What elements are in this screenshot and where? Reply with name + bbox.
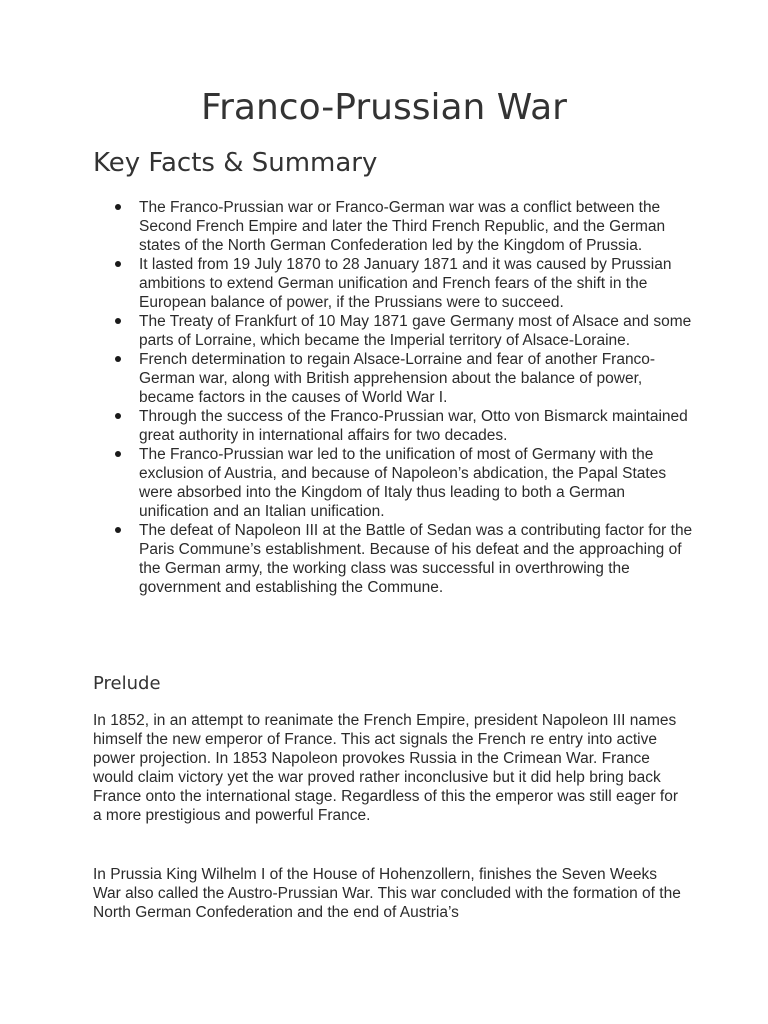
document-title: Franco-Prussian War: [201, 87, 567, 128]
list-item-text: The Franco-Prussian war or Franco-German war was a conflict between the Second French Empire and later the Third French Republic, and the German states of the North German Confederation led by the Kingdom of Prussia.: [139, 199, 666, 254]
list-item: [93, 198, 693, 255]
bullet-icon: [115, 204, 121, 210]
list-item: [93, 312, 693, 350]
prelude-paragraph: In 1852, in an attempt to reanimate the French Empire, president Napoleon III names himself the new emperor of France. This act signals the French re entry into active power projection. In 1853 Napoleon provokes Russia in the Crimean War. France would claim victory yet the war proved rather inconclusive but it did help bring back France onto the international stage. Regardless of this the emperor was still eager for a more prestigious and powerful France.: [93, 712, 679, 824]
list-item: [93, 521, 693, 597]
key-facts-list: [93, 198, 693, 597]
prelude-paragraph: In Prussia King Wilhelm I of the House of Hohenzollern, finishes the Seven Weeks War also called the Austro-Prussian War. This war concluded with the formation of the North German Confederation and the end of Austria’s: [93, 866, 681, 921]
list-item: [93, 445, 693, 521]
bullet-icon: [115, 451, 121, 457]
list-item: [93, 350, 693, 407]
bullet-icon: [115, 356, 121, 362]
list-item-text: The Franco-Prussian war led to the unification of most of Germany with the exclusion of Austria, and because of Napoleon’s abdication, the Papal States were absorbed into the Kingdom of Italy thus leading to both a German unification and an Italian unification.: [139, 446, 667, 520]
list-item: [93, 407, 693, 445]
list-item-text: French determination to regain Alsace-Lorraine and fear of another Franco-German war, along with British apprehension about the balance of power, became factors in the causes of World War I.: [139, 351, 656, 406]
bullet-icon: [115, 261, 121, 267]
list-item-text: It lasted from 19 July 1870 to 28 January 1871 and it was caused by Prussian ambitions to extend German unification and French fears of the shift in the European balance of power, if the Prussians were to succeed.: [139, 256, 672, 311]
section-heading-prelude: Prelude: [93, 673, 161, 694]
list-item-text: The defeat of Napoleon III at the Battle of Sedan was a contributing factor for the Paris Commune’s establishment. Because of his defeat and the approaching of the German army, the working class was successful in overthrowing the government and establishing the Commune.: [139, 522, 693, 596]
list-item-text: The Treaty of Frankfurt of 10 May 1871 gave Germany most of Alsace and some parts of Lorraine, which became the Imperial territory of Alsace-Loraine.: [139, 313, 692, 349]
bullet-icon: [115, 318, 121, 324]
bullet-icon: [115, 527, 121, 533]
list-item: [93, 255, 693, 312]
list-item-text: Through the success of the Franco-Prussian war, Otto von Bismarck maintained great authority in international affairs for two decades.: [139, 408, 688, 444]
bullet-icon: [115, 413, 121, 419]
section-heading-key-facts: Key Facts & Summary: [93, 148, 378, 178]
